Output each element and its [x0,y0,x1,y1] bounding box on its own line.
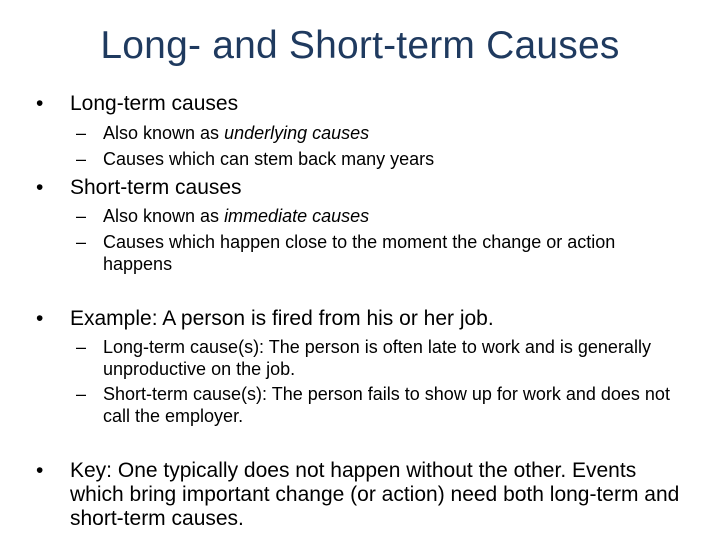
subbullet-text [103,205,686,227]
subbullet-text: Long-term cause(s): The person is often late to work and is generally unproductive on the job. [103,337,651,379]
bullet-text: Short-term causes [70,176,242,199]
subbullet-example-long-term [76,336,686,380]
dash-icon: – [76,232,87,252]
subbullet-long-term-aka [76,122,686,144]
bullet-icon: • [36,176,44,199]
bullet-short-term [36,176,686,200]
dash-icon: – [76,384,87,404]
bullet-example [36,307,686,331]
subbullet-text [103,122,686,144]
slide-title: Long- and Short-term Causes [100,24,620,67]
subbullet-text: Causes which can stem back many years [103,149,435,169]
subbullet-long-term-definition [76,148,686,170]
subbullet-italic-text: immediate causes [224,206,370,226]
dash-icon: – [76,149,87,169]
dash-icon: – [76,206,87,226]
bullet-text: Example: A person is fired from his or her job. [70,307,494,330]
dash-icon: – [76,123,87,143]
subbullet-text: Causes which happen close to the moment the change or action happens [103,232,616,274]
subbullet-text: Short-term cause(s): The person fails to show up for work and does not call the employer. [103,384,670,426]
subbullet-short-term-definition [76,231,686,275]
subbullet-plain-text: Also known as [103,206,225,226]
subbullet-plain-text: Also known as [103,123,225,143]
subbullet-example-short-term [76,383,686,427]
bullet-text: Key: One typically does not happen without the other. Events which bring important change (or action) need both long-term and short-term causes. [70,459,680,530]
bullet-key [36,459,686,531]
bullet-icon: • [36,459,44,482]
bullet-icon: • [36,307,44,330]
bullet-text: Long-term causes [70,92,239,115]
bullet-long-term [36,92,686,116]
subbullet-short-term-aka [76,205,686,227]
subbullet-italic-text: underlying causes [224,123,370,143]
dash-icon: – [76,337,87,357]
bullet-icon: • [36,92,44,115]
